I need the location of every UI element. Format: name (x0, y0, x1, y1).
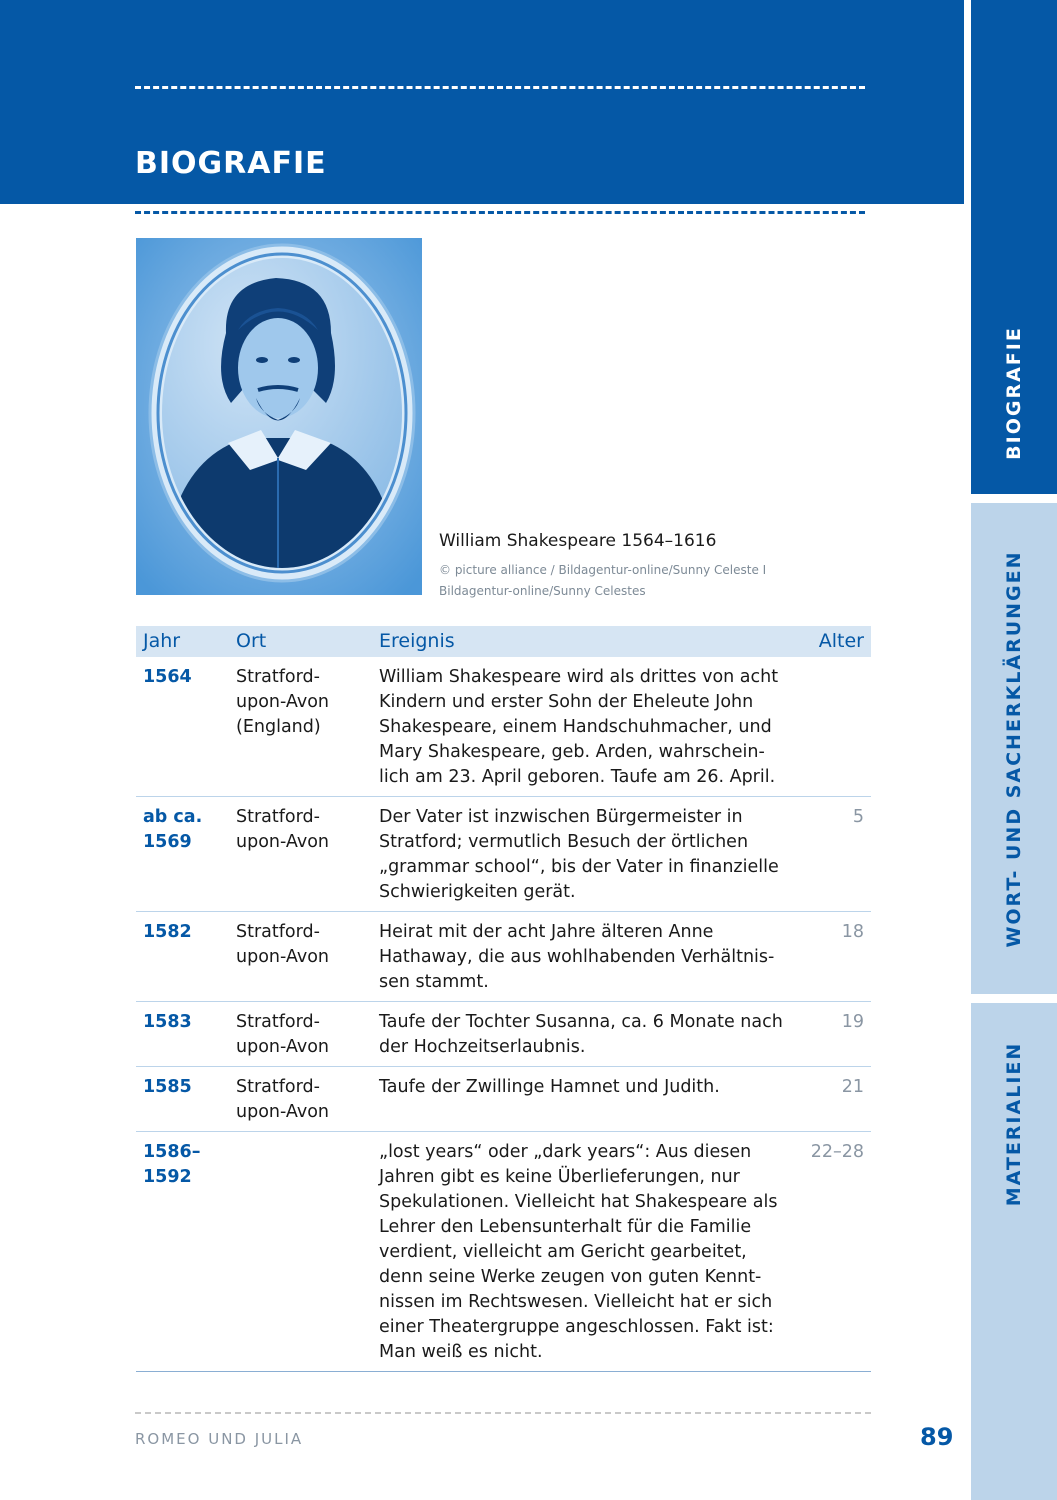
row-place: Stratford- upon-Avon (229, 1067, 372, 1132)
shakespeare-portrait (136, 238, 422, 595)
table-row (136, 1067, 871, 1132)
portrait-caption: William Shakespeare 1564–1616 (439, 531, 717, 551)
row-event: Der Vater ist inzwischen Bürgermeister in Stratford; vermutlich Besuch der örtlichen „grammar school“, bis der Vater in finanzielle Schwierigkeiten gerät. (372, 797, 796, 912)
tab-wort-label: WORT- UND SACHERKLÄRUNGEN (1003, 549, 1025, 948)
footer-dashed-rule (135, 1412, 871, 1414)
row-place: Stratford- upon-Avon (England) (229, 657, 372, 797)
tab-materialien[interactable] (971, 1003, 1057, 1500)
header-dashed-rule (135, 86, 865, 89)
row-year: 1585 (136, 1067, 229, 1132)
footer-book-title: ROMEO UND JULIA (135, 1430, 304, 1448)
row-age (796, 657, 871, 797)
row-place: Stratford- upon-Avon (229, 797, 372, 912)
row-year: 1583 (136, 1002, 229, 1067)
row-place (229, 1132, 372, 1372)
row-event: „lost years“ oder „dark years“: Aus diesen Jahren gibt es keine Überlieferungen, nur Spekulationen. Vielleicht hat Shakespeare als Lehrer den Lebensunterhalt für die Familie verdient, vielleicht am Gericht gearbeitet, denn seine Werke zeugen von guten Kennt- nissen im Rechtswesen. Vielleicht hat er sich einer Theatergruppe angeschlossen. Fakt ist: Man weiß es nicht. (372, 1132, 796, 1372)
row-year: 1564 (136, 657, 229, 797)
page-number: 89 (920, 1423, 954, 1451)
tab-wort-und-sacherklaerungen[interactable] (971, 503, 1057, 994)
row-year: 1586– 1592 (136, 1132, 229, 1372)
chapter-tabs (971, 0, 1057, 1500)
title-dashed-rule (135, 211, 865, 214)
table-header-row (136, 626, 871, 657)
table-row (136, 1132, 871, 1372)
column-header-year: Jahr (136, 626, 229, 657)
row-age: 22–28 (796, 1132, 871, 1372)
row-year: 1582 (136, 912, 229, 1002)
portrait-illustration (136, 238, 422, 595)
row-place: Stratford- upon-Avon (229, 912, 372, 1002)
row-event: Taufe der Zwillinge Hamnet und Judith. (372, 1067, 796, 1132)
table-row (136, 797, 871, 912)
tab-biografie[interactable] (971, 0, 1057, 494)
column-header-age: Alter (796, 626, 871, 657)
page-title: BIOGRAFIE (135, 146, 327, 181)
row-age: 19 (796, 1002, 871, 1067)
table-row (136, 1002, 871, 1067)
tab-materialien-label: MATERIALIEN (1003, 1041, 1025, 1206)
row-event: Taufe der Tochter Susanna, ca. 6 Monate nach der Hochzeitserlaubnis. (372, 1002, 796, 1067)
biography-table (136, 626, 871, 1372)
table-row (136, 657, 871, 797)
column-header-place: Ort (229, 626, 372, 657)
table-row (136, 912, 871, 1002)
row-event: William Shakespeare wird als drittes von acht Kindern und erster Sohn der Eheleute John Shakespeare, einem Handschuhmacher, und Mary Shakespeare, geb. Arden, wahrschein- lich am 23. April geboren. Taufe am 26. April. (372, 657, 796, 797)
column-header-event: Ereignis (372, 626, 796, 657)
row-age: 18 (796, 912, 871, 1002)
tab-biografie-label: BIOGRAFIE (1003, 326, 1025, 460)
row-age: 21 (796, 1067, 871, 1132)
row-place: Stratford- upon-Avon (229, 1002, 372, 1067)
portrait-credit (439, 560, 799, 602)
portrait-credit-line-2: Bildagentur-online/Sunny Celestes (439, 584, 646, 598)
portrait-credit-line-1: © picture alliance / Bildagentur-online/Sunny Celeste I (439, 563, 767, 577)
row-age: 5 (796, 797, 871, 912)
row-year: ab ca. 1569 (136, 797, 229, 912)
row-event: Heirat mit der acht Jahre älteren Anne Hathaway, die aus wohlhabenden Verhältnis- sen stammt. (372, 912, 796, 1002)
